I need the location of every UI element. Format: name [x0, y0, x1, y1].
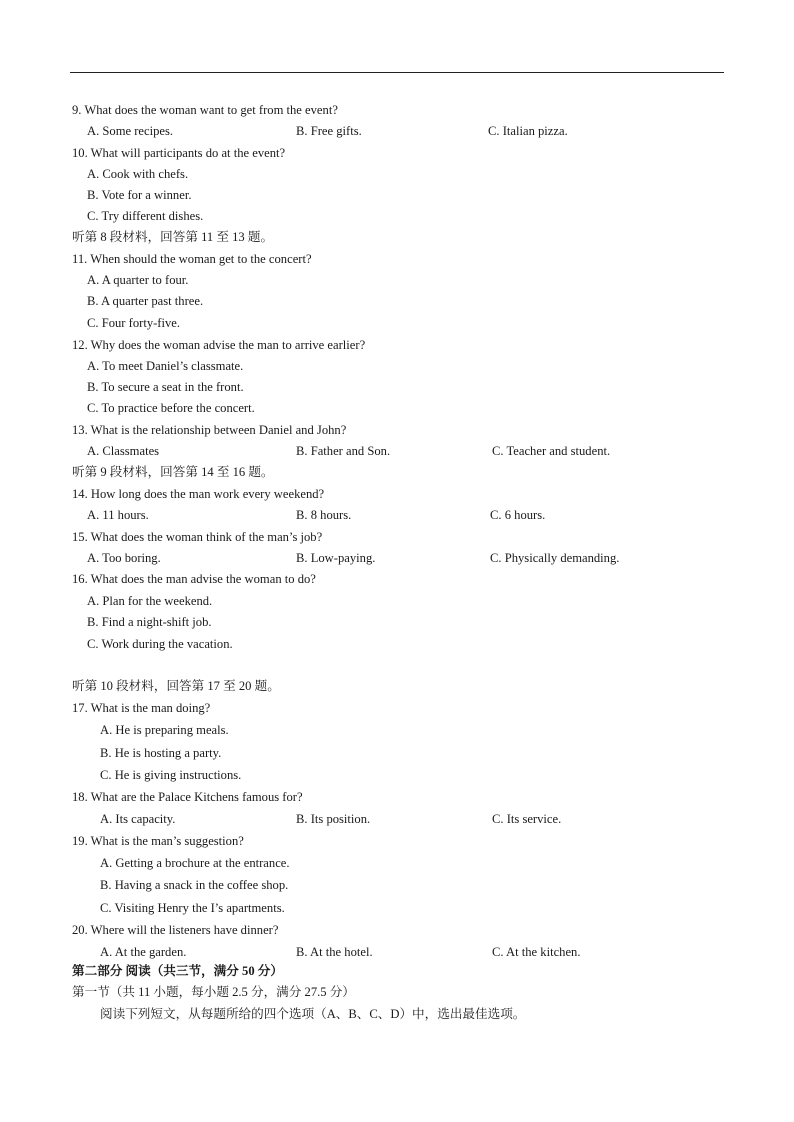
question-10-stem: 10. What will participants do at the event? [72, 146, 286, 160]
question-12-stem: 12. Why does the woman advise the man to arrive earlier? [72, 338, 366, 352]
section-instruction-part-8: 听第 8 段材料，回答第 11 至 13 题。 [72, 230, 274, 244]
question-17-option-b: B. He is hosting a party. [100, 746, 222, 760]
question-11-option-c: C. Four forty-five. [87, 316, 181, 330]
question-19-option-c: C. Visiting Henry the I’s apartments. [100, 901, 285, 915]
question-14-option-c: C. 6 hours. [490, 508, 546, 522]
question-12-option-c: C. To practice before the concert. [87, 401, 255, 415]
question-14-option-b: B. 8 hours. [296, 508, 352, 522]
question-14-stem: 14. How long does the man work every weekend? [72, 487, 325, 501]
question-13-option-c: C. Teacher and student. [492, 444, 611, 458]
section-instruction-part-9: 听第 9 段材料，回答第 14 至 16 题。 [72, 465, 274, 479]
question-15-option-c: C. Physically demanding. [490, 551, 620, 565]
reading-instruction: 阅读下列短文，从每题所给的四个选项（A、B、C、D）中，选出最佳选项。 [100, 1007, 526, 1021]
question-18-option-a: A. Its capacity. [100, 812, 176, 826]
question-12-option-b: B. To secure a seat in the front. [87, 380, 244, 394]
section-1-heading: 第一节（共 11 小题，每小题 2.5 分，满分 27.5 分） [72, 985, 355, 999]
question-17-option-a: A. He is preparing meals. [100, 723, 229, 737]
section-instruction-part-10: 听第 10 段材料，回答第 17 至 20 题。 [72, 679, 280, 693]
question-13-stem: 13. What is the relationship between Daniel and John? [72, 423, 347, 437]
question-19-option-a: A. Getting a brochure at the entrance. [100, 856, 290, 870]
question-14-option-a: A. 11 hours. [87, 508, 149, 522]
question-18-option-c: C. Its service. [492, 812, 562, 826]
question-20-option-a: A. At the garden. [100, 945, 187, 959]
question-20-option-c: C. At the kitchen. [492, 945, 581, 959]
question-19-option-b: B. Having a snack in the coffee shop. [100, 878, 289, 892]
question-15-stem: 15. What does the woman think of the man’s job? [72, 530, 323, 544]
question-9-option-b: B. Free gifts. [296, 124, 362, 138]
part-2-heading: 第二部分 阅读（共三节，满分 50 分） [72, 964, 283, 978]
question-11-option-b: B. A quarter past three. [87, 294, 204, 308]
question-11-stem: 11. When should the woman get to the concert? [72, 252, 312, 266]
question-15-option-a: A. Too boring. [87, 551, 161, 565]
question-10-option-a: A. Cook with chefs. [87, 167, 189, 181]
question-20-stem: 20. Where will the listeners have dinner? [72, 923, 279, 937]
question-15-option-b: B. Low-paying. [296, 551, 376, 565]
question-13-option-b: B. Father and Son. [296, 444, 391, 458]
question-17-option-c: C. He is giving instructions. [100, 768, 242, 782]
question-18-option-b: B. Its position. [296, 812, 371, 826]
question-20-option-b: B. At the hotel. [296, 945, 373, 959]
question-19-stem: 19. What is the man’s suggestion? [72, 834, 244, 848]
question-13-option-a: A. Classmates [87, 444, 160, 458]
question-11-option-a: A. A quarter to four. [87, 273, 189, 287]
question-17-stem: 17. What is the man doing? [72, 701, 211, 715]
question-10-option-c: C. Try different dishes. [87, 209, 204, 223]
question-18-stem: 18. What are the Palace Kitchens famous for? [72, 790, 303, 804]
question-16-stem: 16. What does the man advise the woman to do? [72, 572, 316, 586]
question-9-stem: 9. What does the woman want to get from the event? [72, 103, 338, 117]
question-12-option-a: A. To meet Daniel’s classmate. [87, 359, 244, 373]
question-16-option-b: B. Find a night-shift job. [87, 615, 212, 629]
question-16-option-c: C. Work during the vacation. [87, 637, 233, 651]
question-16-option-a: A. Plan for the weekend. [87, 594, 213, 608]
question-9-option-c: C. Italian pizza. [488, 124, 568, 138]
question-10-option-b: B. Vote for a winner. [87, 188, 192, 202]
header-rule [70, 72, 724, 73]
question-9-option-a: A. Some recipes. [87, 124, 174, 138]
